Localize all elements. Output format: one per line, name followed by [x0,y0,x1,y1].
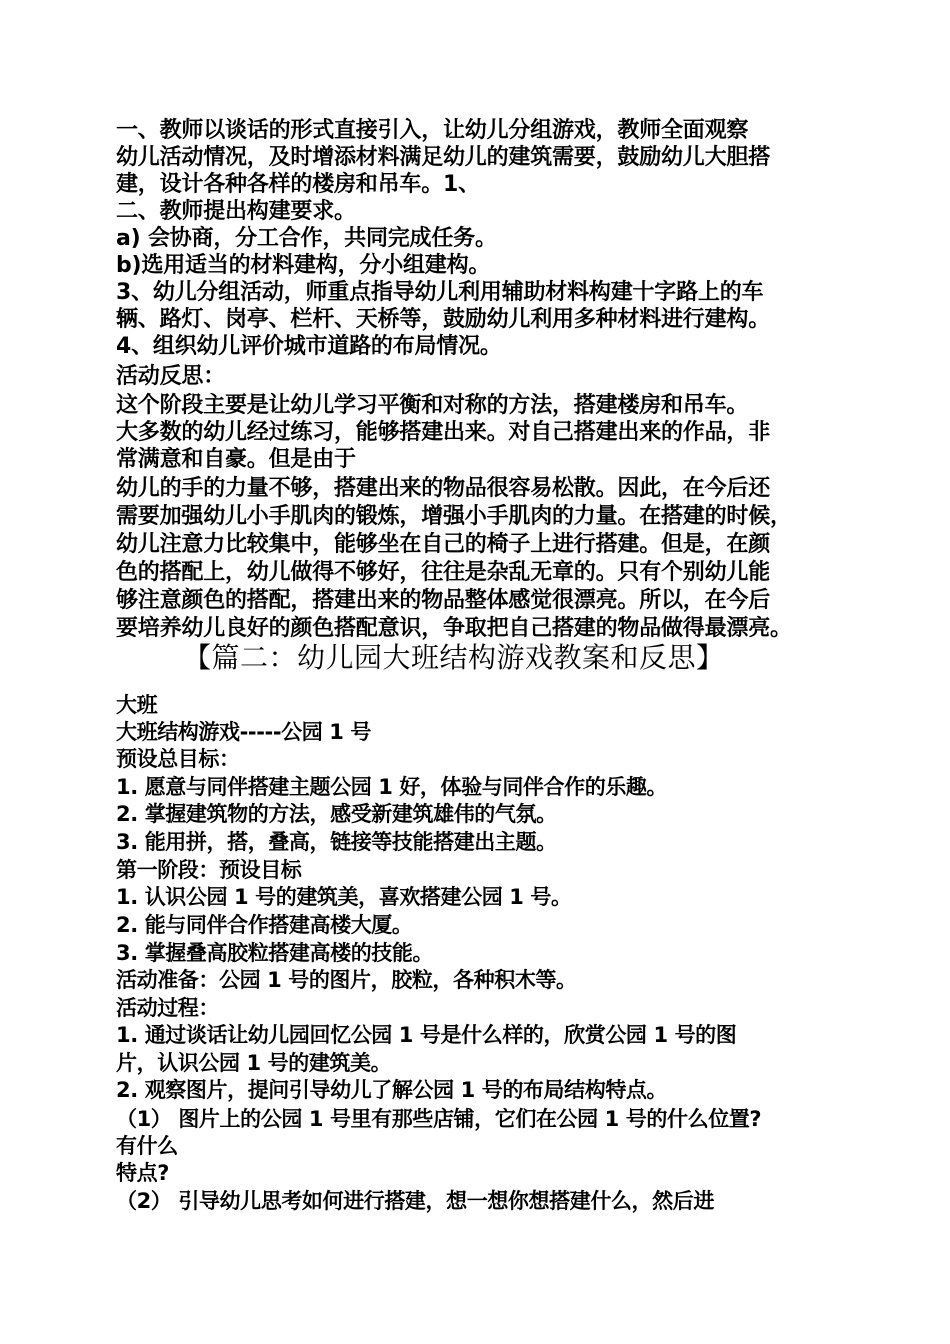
text-line: 色的搭配上，幼儿做得不够好，往往是杂乱无章的。只有个别幼儿能 [116,560,771,585]
text-line: 4、组织幼儿评价城市道路的布局情况。 [116,334,502,359]
text-line: 一、教师以谈话的形式直接引入，让幼儿分组游戏，教师全面观察 [116,118,749,143]
text-line: 要培养幼儿良好的颜色搭配意识，争取把自己搭建的物品做得最漂亮。 [116,616,792,641]
text-line: 预设总目标： [116,747,240,771]
text-line: 大多数的幼儿经过练习，能够搭建出来。对自己搭建出来的作品，非 [116,420,771,445]
text-line: 特点? [116,1161,169,1185]
text-line: 幼儿注意力比较集中，能够坐在自己的椅子上进行搭建。但是，在颜 [116,532,771,557]
text-line: 活动过程： [116,996,219,1020]
text-line: 3. 掌握叠高胶粒搭建高楼的技能。 [116,941,434,965]
text-line: 3、幼儿分组活动，师重点指导幼儿利用辅助材料构建十字路上的车 [116,280,764,305]
section-heading: 【篇二：幼儿园大班结构游戏教案和反思】 [183,641,725,674]
text-line: 需要加强幼儿小手肌肉的锻炼，增强小手肌肉的力量。在搭建的时候， [116,504,792,529]
text-line: 第一阶段：预设目标 [116,858,302,882]
text-line: a) 会协商，分工合作，共同完成任务。 [116,226,497,251]
text-line: 活动准备：公园 1 号的图片，胶粒，各种积木等。 [116,968,577,992]
text-line: 幼儿活动情况，及时增添材料满足幼儿的建筑需要，鼓励幼儿大胆搭 [116,145,771,170]
text-line: 辆、路灯、岗亭、栏杆、天桥等，鼓励幼儿利用多种材料进行建构。 [116,307,771,332]
text-line: 3. 能用拼，搭，叠高，链接等技能搭建出主题。 [116,830,557,854]
text-line: 大班结构游戏-----公园 1 号 [116,720,372,744]
text-line: 1. 认识公园 1 号的建筑美，喜欢搭建公园 1 号。 [116,885,572,909]
text-line: 幼儿的手的力量不够，搭建出来的物品很容易松散。因此，在今后还 [116,476,771,501]
text-line: 活动反思： [116,364,226,389]
text-line: 建，设计各种各样的楼房和吊车。1、 [116,172,480,197]
text-line: 大班 [116,693,158,717]
text-line: 片，认识公园 1 号的建筑美。 [116,1051,392,1075]
text-line: （1） 图片上的公园 1 号里有那些店铺，它们在公园 1 号的什么位置? [116,1107,762,1131]
text-line: 2. 能与同伴合作搭建高楼大厦。 [116,913,413,937]
text-line: 这个阶段主要是让幼儿学习平衡和对称的方法，搭建楼房和吊车。 [116,393,749,418]
text-line: （2） 引导幼儿思考如何进行搭建，想一想你想搭建什么，然后进 [116,1189,714,1213]
text-line: 二、教师提出构建要求。 [116,199,356,224]
text-line: b)选用适当的材料建构，分小组建构。 [116,253,491,278]
text-line: 2. 掌握建筑物的方法，感受新建筑雄伟的气氛。 [116,802,557,826]
text-line: 1. 通过谈话让幼儿园回忆公园 1 号是什么样的，欣赏公园 1 号的图 [116,1023,737,1047]
text-line: 有什么 [116,1134,178,1158]
text-line: 常满意和自豪。但是由于 [116,447,356,472]
text-line: 2. 观察图片，提问引导幼儿了解公园 1 号的布局结构特点。 [116,1078,668,1102]
text-line: 1. 愿意与同伴搭建主题公园 1 好，体验与同伴合作的乐趣。 [116,775,668,799]
text-line: 够注意颜色的搭配，搭建出来的物品整体感觉很漂亮。所以，在今后 [116,588,771,613]
